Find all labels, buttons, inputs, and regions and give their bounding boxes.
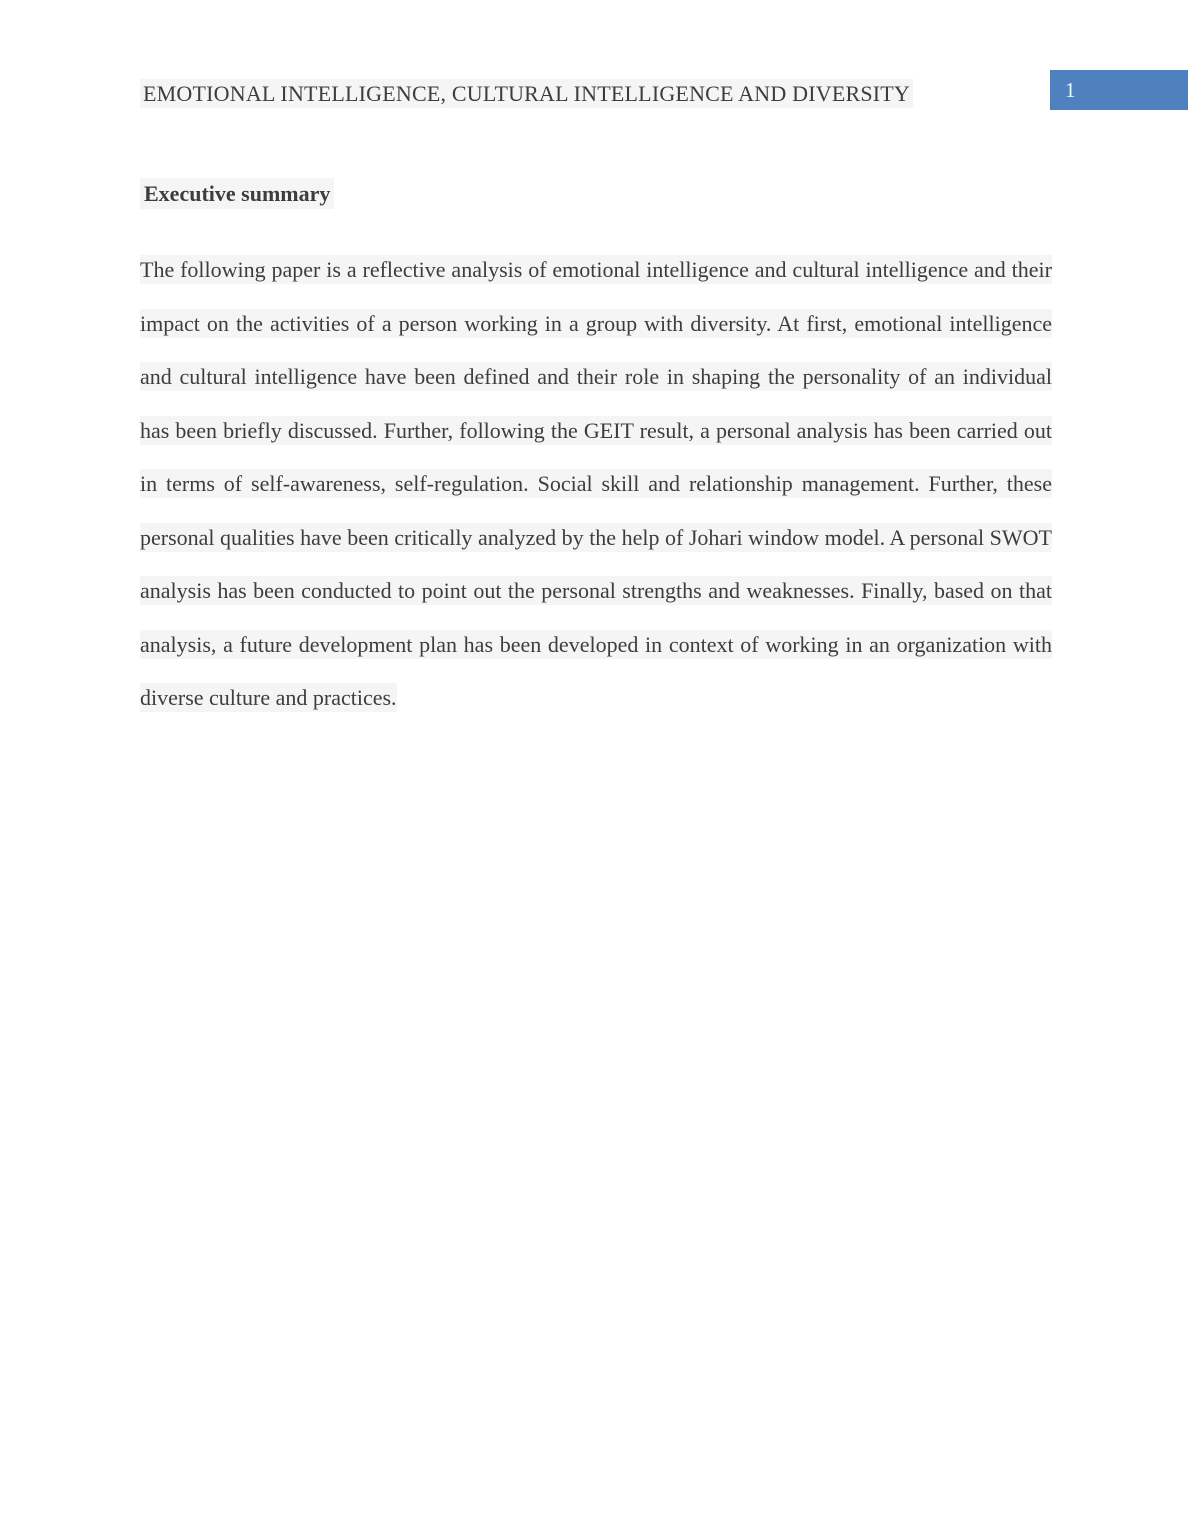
section-heading-text: Executive summary: [140, 178, 334, 209]
running-head: [140, 81, 913, 107]
page-number: 1: [1065, 77, 1076, 102]
page-number-box: [1050, 70, 1188, 110]
body-paragraph-text: The following paper is a reflective analysis of emotional intelligence and cultural intelligence and their impact on the activities of a person working in a group with diversity. At first, emotional intelligence and cultural intelligence have been defined and their role in shaping the personality of an individual has been briefly discussed. Further, following the GEIT result, a personal analysis has been carried out in terms of self-awareness, self-regulation. Social skill and relationship management. Further, these personal qualities have been critically analyzed by the help of Johari window model. A personal SWOT analysis has been conducted to point out the personal strengths and weaknesses. Finally, based on that analysis, a future development plan has been developed in context of working in an organization with diverse culture and practices.: [140, 257, 1052, 710]
body-paragraph: [140, 243, 1052, 725]
section-heading: [140, 180, 334, 208]
running-head-text: EMOTIONAL INTELLIGENCE, CULTURAL INTELLIGENCE AND DIVERSITY: [140, 79, 913, 108]
